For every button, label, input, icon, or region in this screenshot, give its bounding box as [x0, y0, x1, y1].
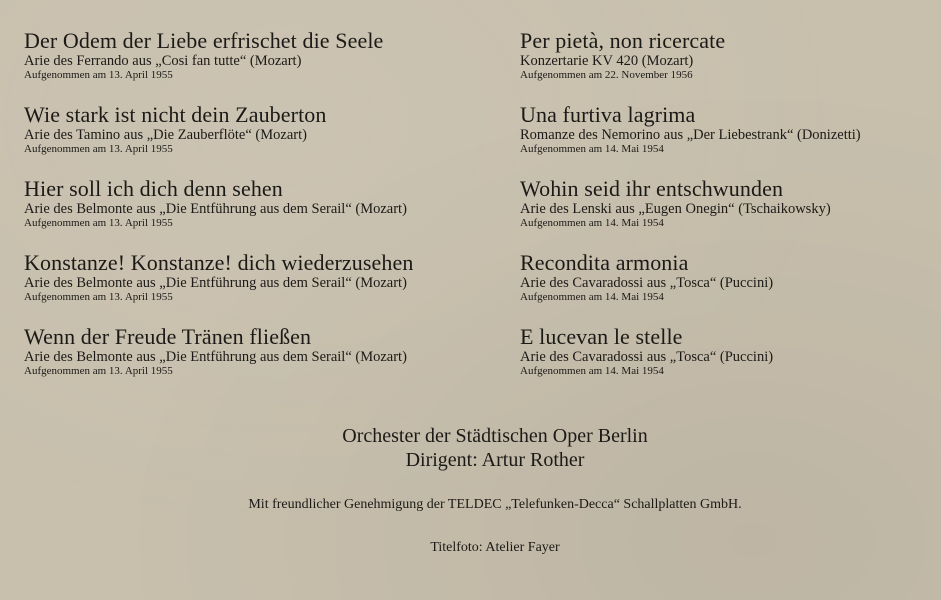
- track-recording-date: Aufgenommen am 14. Mai 1954: [520, 291, 664, 303]
- performer-credits: [0, 424, 941, 472]
- track-entry: [24, 102, 413, 176]
- track-list-left: [24, 28, 413, 398]
- track-title: Una furtiva lagrima: [520, 102, 696, 127]
- track-list-right: [520, 28, 861, 398]
- track-recording-date: Aufgenommen am 13. April 1955: [24, 217, 173, 229]
- track-title: Hier soll ich dich denn sehen: [24, 176, 283, 201]
- track-title: E lucevan le stelle: [520, 324, 683, 349]
- track-entry: [24, 176, 413, 250]
- photo-credit: Titelfoto: Atelier Fayer: [430, 540, 560, 555]
- track-description: Arie des Ferrando aus „Cosi fan tutte“ (Mozart): [24, 53, 302, 69]
- track-description: Arie des Cavaradossi aus „Tosca“ (Puccini): [520, 275, 774, 291]
- track-recording-date: Aufgenommen am 13. April 1955: [24, 291, 173, 303]
- track-recording-date: Aufgenommen am 14. Mai 1954: [520, 143, 664, 155]
- track-description: Arie des Belmonte aus „Die Entführung aus dem Serail“ (Mozart): [24, 275, 407, 291]
- track-recording-date: Aufgenommen am 22. November 1956: [520, 69, 693, 81]
- track-entry: [520, 102, 861, 176]
- track-title: Wenn der Freude Tränen fließen: [24, 324, 312, 349]
- permission-notice: Mit freundlicher Genehmigung der TELDEC „Telefunken-Decca“ Schallplatten GmbH.: [248, 497, 742, 512]
- track-title: Wohin seid ihr entschwunden: [520, 176, 784, 201]
- conductor-name: Dirigent: Artur Rother: [405, 449, 585, 471]
- track-title: Der Odem der Liebe erfrischet die Seele: [24, 28, 384, 53]
- track-recording-date: Aufgenommen am 14. Mai 1954: [520, 365, 664, 377]
- track-entry: [520, 176, 861, 250]
- track-entry: [520, 250, 861, 324]
- track-title: Konstanze! Konstanze! dich wiederzusehen: [24, 250, 414, 275]
- track-recording-date: Aufgenommen am 13. April 1955: [24, 143, 173, 155]
- track-recording-date: Aufgenommen am 14. Mai 1954: [520, 217, 664, 229]
- track-recording-date: Aufgenommen am 13. April 1955: [24, 365, 173, 377]
- track-title: Wie stark ist nicht dein Zauberton: [24, 102, 327, 127]
- track-description: Arie des Lenski aus „Eugen Onegin“ (Tschaikowsky): [520, 201, 831, 217]
- track-description: Konzertarie KV 420 (Mozart): [520, 53, 694, 69]
- track-entry: [520, 324, 861, 398]
- track-title: Per pietà, non ricercate: [520, 28, 726, 53]
- track-description: Arie des Belmonte aus „Die Entführung aus dem Serail“ (Mozart): [24, 349, 407, 365]
- track-entry: [24, 28, 413, 102]
- track-description: Arie des Tamino aus „Die Zauberflöte“ (Mozart): [24, 127, 307, 143]
- track-description: Romanze des Nemorino aus „Der Liebestrank“ (Donizetti): [520, 127, 861, 143]
- track-entry: [24, 250, 413, 324]
- track-entry: [520, 28, 861, 102]
- track-description: Arie des Cavaradossi aus „Tosca“ (Puccini): [520, 349, 774, 365]
- track-recording-date: Aufgenommen am 13. April 1955: [24, 69, 173, 81]
- track-entry: [24, 324, 413, 398]
- orchestra-name: Orchester der Städtischen Oper Berlin: [342, 425, 648, 447]
- track-title: Recondita armonia: [520, 250, 689, 275]
- track-description: Arie des Belmonte aus „Die Entführung aus dem Serail“ (Mozart): [24, 201, 407, 217]
